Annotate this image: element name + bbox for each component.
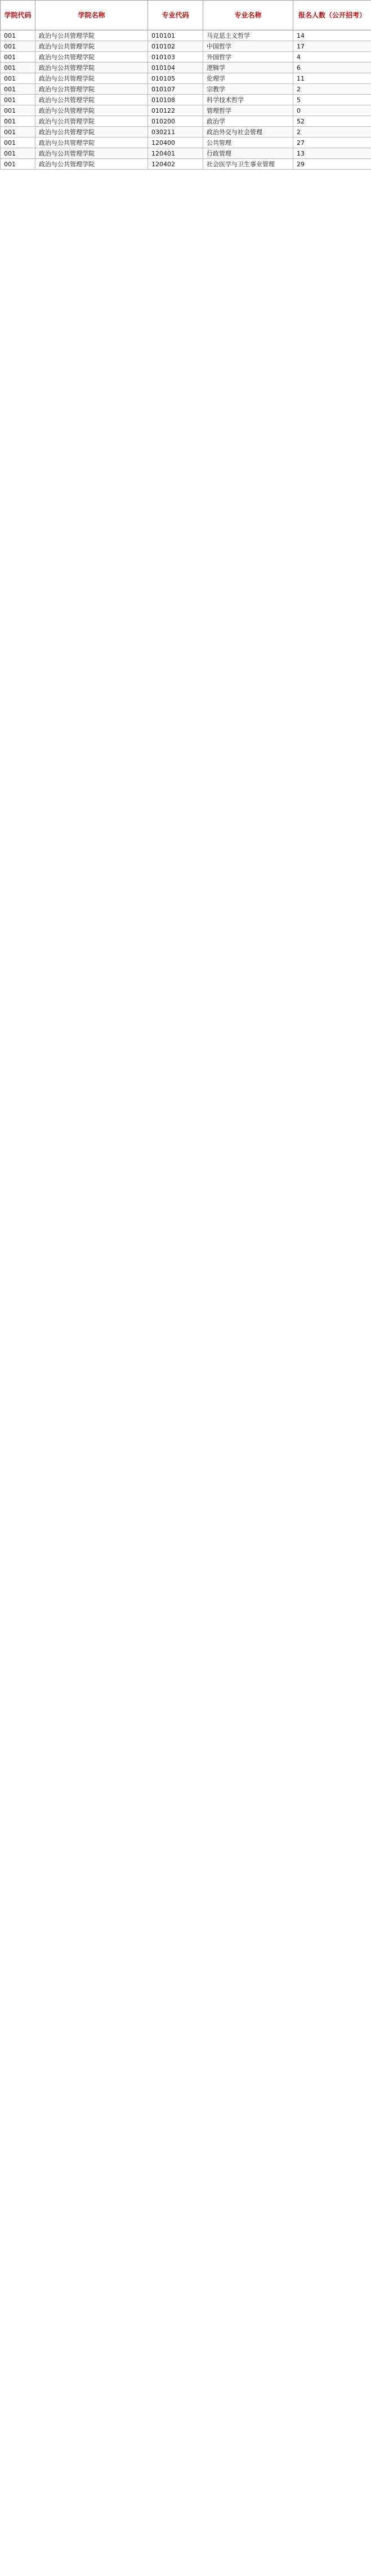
cell-applicant-count: 29: [293, 159, 371, 170]
enrollment-table: [0, 0, 371, 170]
cell-college-name: 政治与公共管理学院: [35, 52, 148, 63]
cell-college-code: 001: [1, 30, 35, 41]
cell-college-name: 政治与公共管理学院: [35, 41, 148, 52]
table-row: [1, 138, 371, 148]
cell-college-name: 政治与公共管理学院: [35, 73, 148, 84]
cell-major-name: 行政管理: [203, 148, 293, 159]
cell-major-code: 120401: [148, 148, 203, 159]
cell-college-code: 001: [1, 105, 35, 116]
cell-college-name: 政治与公共管理学院: [35, 63, 148, 73]
cell-college-name: 政治与公共管理学院: [35, 116, 148, 127]
header-applicant-count: 报名人数（公开招考）: [293, 1, 371, 30]
cell-applicant-count: 13: [293, 148, 371, 159]
cell-major-name: 管理哲学: [203, 105, 293, 116]
cell-major-name: 逻辑学: [203, 63, 293, 73]
cell-college-code: 001: [1, 159, 35, 170]
cell-college-code: 001: [1, 95, 35, 105]
cell-major-name: 宗教学: [203, 84, 293, 95]
cell-college-name: 政治与公共管理学院: [35, 159, 148, 170]
header-major-name: 专业名称: [203, 1, 293, 30]
cell-major-code: 030211: [148, 127, 203, 138]
cell-major-name: 政治外交与社会管理: [203, 127, 293, 138]
cell-college-code: 001: [1, 84, 35, 95]
cell-major-code: 010105: [148, 73, 203, 84]
cell-major-code: 010122: [148, 105, 203, 116]
cell-college-code: 001: [1, 52, 35, 63]
cell-applicant-count: 14: [293, 30, 371, 41]
cell-college-code: 001: [1, 73, 35, 84]
cell-major-code: 120400: [148, 138, 203, 148]
cell-major-name: 政治学: [203, 116, 293, 127]
cell-college-code: 001: [1, 138, 35, 148]
cell-college-name: 政治与公共管理学院: [35, 148, 148, 159]
cell-major-name: 公共管理: [203, 138, 293, 148]
table-row: [1, 159, 371, 170]
cell-applicant-count: 17: [293, 41, 371, 52]
cell-college-code: 001: [1, 63, 35, 73]
header-major-code: 专业代码: [148, 1, 203, 30]
cell-major-name: 伦理学: [203, 73, 293, 84]
table-row: [1, 52, 371, 63]
cell-major-code: 010102: [148, 41, 203, 52]
table-row: [1, 148, 371, 159]
cell-major-code: 120402: [148, 159, 203, 170]
cell-applicant-count: 2: [293, 127, 371, 138]
table-row: [1, 127, 371, 138]
cell-major-code: 010101: [148, 30, 203, 41]
cell-college-name: 政治与公共管理学院: [35, 84, 148, 95]
table-row: [1, 41, 371, 52]
header-college-code: 学院代码: [1, 1, 35, 30]
cell-major-code: 010104: [148, 63, 203, 73]
cell-major-code: 010103: [148, 52, 203, 63]
cell-major-name: 外国哲学: [203, 52, 293, 63]
cell-applicant-count: 27: [293, 138, 371, 148]
cell-applicant-count: 6: [293, 63, 371, 73]
cell-major-name: 中国哲学: [203, 41, 293, 52]
cell-college-code: 001: [1, 127, 35, 138]
header-row: [1, 1, 371, 30]
cell-major-name: 马克思主义哲学: [203, 30, 293, 41]
cell-major-code: 010107: [148, 84, 203, 95]
cell-applicant-count: 0: [293, 105, 371, 116]
cell-college-name: 政治与公共管理学院: [35, 138, 148, 148]
cell-applicant-count: 5: [293, 95, 371, 105]
table-row: [1, 73, 371, 84]
cell-college-code: 001: [1, 116, 35, 127]
cell-major-name: 社会医学与卫生事业管理: [203, 159, 293, 170]
table-row: [1, 116, 371, 127]
table-body: [1, 30, 371, 170]
cell-applicant-count: 11: [293, 73, 371, 84]
cell-applicant-count: 52: [293, 116, 371, 127]
cell-college-name: 政治与公共管理学院: [35, 105, 148, 116]
table-row: [1, 63, 371, 73]
cell-applicant-count: 2: [293, 84, 371, 95]
cell-major-name: 科学技术哲学: [203, 95, 293, 105]
cell-college-name: 政治与公共管理学院: [35, 95, 148, 105]
header-college-name: 学院名称: [35, 1, 148, 30]
cell-applicant-count: 4: [293, 52, 371, 63]
table-row: [1, 30, 371, 41]
cell-college-code: 001: [1, 41, 35, 52]
cell-college-name: 政治与公共管理学院: [35, 127, 148, 138]
table-header: [1, 1, 371, 30]
table-row: [1, 105, 371, 116]
cell-college-name: 政治与公共管理学院: [35, 30, 148, 41]
table-row: [1, 95, 371, 105]
cell-major-code: 010108: [148, 95, 203, 105]
table-row: [1, 84, 371, 95]
cell-major-code: 010200: [148, 116, 203, 127]
cell-college-code: 001: [1, 148, 35, 159]
